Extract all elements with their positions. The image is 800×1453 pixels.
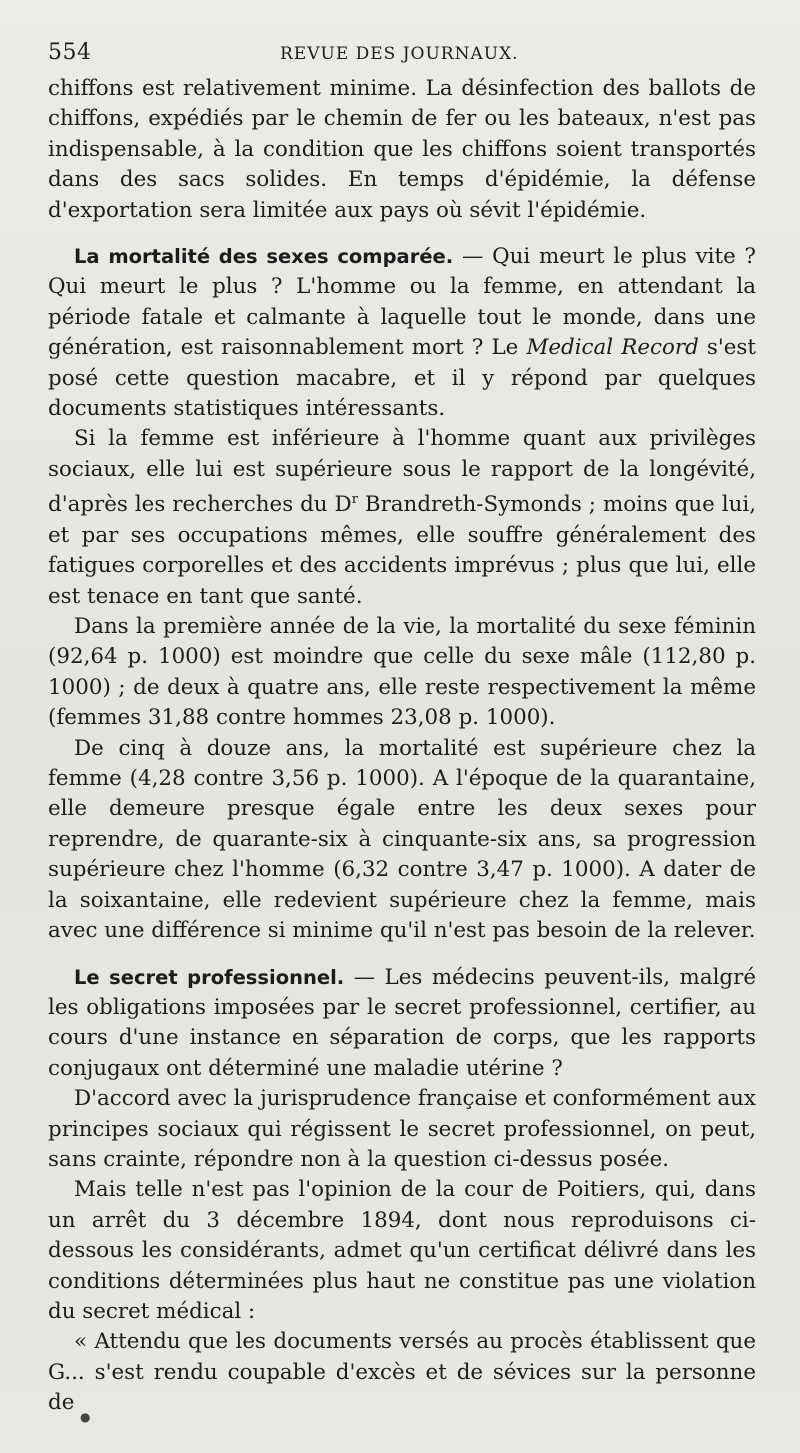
section-title-secret: Le secret professionnel. — [74, 965, 345, 989]
section-mortalite-text: — Qui meurt le plus vite ? Qui meurt le plus ? L'homme ou la femme, en attendant la période fatale et calmante à laquelle tout le monde, dans une génération, est raisonnablement mort ? Le — [48, 244, 756, 361]
journal-title-italic: Medical Record — [526, 335, 699, 361]
page-number: 554 — [48, 40, 92, 65]
section-secret — [48, 963, 756, 1085]
paragraph-poitiers: Mais telle n'est pas l'opinion de la cour de Poitiers, qui, dans un arrêt du 3 décembre 1894, dont nous reproduisons ci-dessous les considérants, admet qu'un certificat délivré dans les conditions déterminées plus haut ne constitue pas une violation du secret médical : — [48, 1177, 756, 1324]
paragraph-continued: chiffons est relativement minime. La désinfection des ballots de chiffons, expédiés par le chemin de fer ou les bateaux, n'est pas indispensable, à la condition que les chiffons soient transportés dans des sacs solides. En temps d'épidémie, la défense d'exportation sera limitée aux pays où sévit l'épidémie. — [48, 76, 756, 223]
paragraph-longevite-start: Si la femme est inférieure à l'homme quant aux privilèges sociaux, elle lui est supérieure sous le rapport de la longévité, d'après les recherches du D — [48, 426, 756, 518]
section-secret-text: — Les médecins peuvent-ils, malgré les obligations imposées par le secret professionnel, certifier, au cours d'une instance en séparation de corps, que les rapports conjugaux ont déterminé une maladie utérine ? — [48, 964, 757, 1081]
ink-mark: ● — [80, 1410, 91, 1424]
paragraph-attendu: « Attendu que les documents versés au procès établissent que G... s'est rendu coupable d'excès et de sévices sur la personne de — [48, 1329, 756, 1416]
paragraph-longevite — [48, 424, 756, 612]
paragraph-premiere-annee: Dans la première année de la vie, la mortalité du sexe féminin (92,64 p. 1000) est moindre que celle du sexe mâle (112,80 p. 1000) ; de deux à quatre ans, elle reste respectivement la même (femmes 31,88 contre hommes 23,08 p. 1000). — [48, 614, 756, 731]
section-mortalite — [48, 242, 756, 424]
doctor-abbrev-sup: r — [351, 492, 358, 508]
running-title: REVUE DES JOURNAUX. — [280, 44, 519, 64]
paragraph-jurisprudence: D'accord avec la jurisprudence française et conformément aux principes sociaux qui régissent le secret professionnel, on peut, sans crainte, répondre non à la question ci-dessus posée. — [48, 1086, 756, 1172]
body-text — [48, 74, 756, 1419]
section-mortalite-text-end: s'est posé cette question macabre, et il y répond par quelques documents statistiques intéressants. — [48, 335, 756, 422]
section-title-mortalite: La mortalité des sexes comparée. — [74, 245, 454, 269]
page-header — [48, 40, 756, 74]
paragraph-cinq-douze: De cinq à douze ans, la mortalité est supérieure chez la femme (4,28 contre 3,56 p. 1000). A l'époque de la quarantaine, elle demeure presque égale entre les deux sexes pour reprendre, de quarante-six à cinquante-six ans, sa progression supérieure chez l'homme (6,32 contre 3,47 p. 1000). A dater de la soixantaine, elle redevient supérieure chez la femme, mais avec une différence si minime qu'il n'est pas besoin de la relever. — [48, 735, 756, 944]
paragraph-longevite-end: Brandreth-Symonds ; moins que lui, et par ses occupations mêmes, elle souffre généralement des fatigues corporelles et des accidents imprévus ; plus que lui, elle est tenace en tant que santé. — [48, 492, 756, 609]
